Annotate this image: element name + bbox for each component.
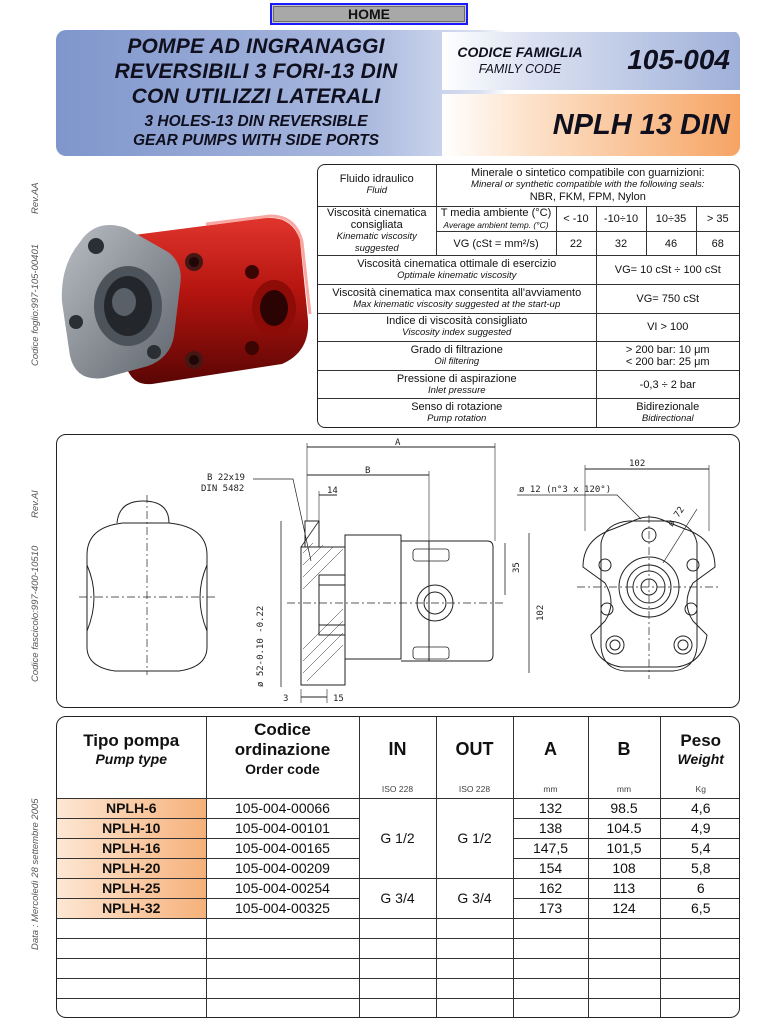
pump-photo bbox=[56, 202, 318, 392]
page-title bbox=[76, 34, 436, 109]
pumps-table bbox=[56, 716, 740, 1018]
home-button[interactable] bbox=[270, 3, 468, 25]
viscosity-label-it-1: Viscosità cinematica bbox=[327, 206, 427, 219]
family-code: 105-004 bbox=[627, 44, 730, 75]
vg-value: 46 bbox=[646, 232, 696, 256]
pump-type: NPLH-10 bbox=[57, 818, 206, 838]
inlet-pressure-value: -0,3 ÷ 2 bar bbox=[596, 371, 739, 399]
weight-value: 5,8 bbox=[660, 858, 740, 878]
dim-a-value: 173 bbox=[513, 898, 588, 918]
header-weight-en: Weight bbox=[677, 750, 724, 767]
col-header-in: IN bbox=[359, 717, 436, 781]
date-text: Data : Mercoledì 28 settembre 2005 bbox=[30, 798, 41, 950]
title-line-2: REVERSIBILI 3 FORI-13 DIN bbox=[114, 60, 398, 83]
header-code-en: Order code bbox=[245, 761, 320, 777]
home-button-label: HOME bbox=[273, 6, 465, 22]
dim-b-value: 104.5 bbox=[588, 818, 660, 838]
spline-din-label: DIN 5482 bbox=[201, 484, 245, 494]
dim-b-label: B bbox=[365, 466, 371, 476]
hole-note-label: ø 12 (n°3 x 120°) bbox=[519, 485, 612, 495]
optimal-viscosity-value: VG= 10 cSt ÷ 100 cSt bbox=[596, 256, 739, 285]
weight-value: 6 bbox=[660, 878, 740, 898]
col-header-code bbox=[206, 717, 359, 781]
temp-range: < -10 bbox=[556, 206, 596, 231]
vg-value: 32 bbox=[596, 232, 646, 256]
inlet-pressure-en: Inlet pressure bbox=[427, 384, 486, 396]
rotation-it: Senso di rotazione bbox=[411, 401, 503, 414]
max-viscosity-value: VG= 750 cSt bbox=[596, 285, 739, 313]
temp-range: 10÷35 bbox=[646, 206, 696, 231]
unit-a: mm bbox=[513, 781, 588, 798]
viscosity-label-en-1: Kinematic viscosity bbox=[336, 230, 417, 242]
header-type-it: Tipo pompa bbox=[83, 730, 180, 750]
vg-label: VG (cSt = mm²/s) bbox=[436, 232, 556, 256]
sheet-code: Codice foglio:997-105-00401 bbox=[30, 243, 41, 366]
revision-top: Rev.AA bbox=[30, 182, 41, 214]
spec-table bbox=[317, 164, 740, 428]
viscosity-index-it: Indice di viscosità consigliato bbox=[386, 315, 528, 328]
weight-value: 4,9 bbox=[660, 818, 740, 838]
dim-a-label: A bbox=[395, 438, 401, 448]
spline-label: B 22x19 bbox=[207, 473, 245, 483]
fluid-label bbox=[318, 165, 436, 206]
viscosity-index-en: Viscosity index suggested bbox=[402, 327, 512, 339]
max-viscosity-label bbox=[318, 285, 596, 313]
empty-row bbox=[57, 978, 740, 998]
weight-value: 6,5 bbox=[660, 898, 740, 918]
temp-label-it: T media ambiente (°C) bbox=[440, 206, 552, 219]
dim-102-side-label: 102 bbox=[536, 604, 546, 621]
temp-range: -10÷10 bbox=[596, 206, 646, 231]
rotation-en: Pump rotation bbox=[427, 413, 487, 425]
revision-mid: Rev.AI bbox=[30, 490, 41, 518]
temp-range: > 35 bbox=[696, 206, 739, 231]
viscosity-index-label bbox=[318, 313, 596, 341]
col-header-out: OUT bbox=[436, 717, 513, 781]
dim-35-label: 35 bbox=[512, 562, 522, 573]
vg-value: 22 bbox=[556, 232, 596, 256]
dim-b-value: 98.5 bbox=[588, 798, 660, 818]
header-code-it-2: ordinazione bbox=[234, 740, 331, 759]
fluid-value bbox=[436, 165, 739, 206]
family-label: CODICE FAMIGLIA bbox=[457, 44, 583, 60]
fluid-value-en: Mineral or synthetic compatible with the following seals: bbox=[471, 179, 705, 191]
col-header-weight bbox=[660, 717, 740, 781]
max-viscosity-it: Viscosità cinematica max consentita all'avviamento bbox=[332, 286, 582, 299]
order-code: 105-004-00101 bbox=[206, 818, 359, 838]
max-viscosity-en: Max kinematic viscosity suggested at the start-up bbox=[353, 298, 561, 310]
unit-in: ISO 228 bbox=[359, 781, 436, 798]
pilot-diameter-label: ø 52-0.10 -0.22 bbox=[256, 605, 266, 687]
filtering-value-1: > 200 bar: 10 μm bbox=[625, 343, 710, 356]
temp-label bbox=[436, 206, 556, 231]
family-label-en: FAMILY CODE bbox=[478, 62, 562, 76]
rotation-value-it: Bidirezionale bbox=[636, 401, 700, 414]
pump-type: NPLH-20 bbox=[57, 858, 206, 878]
optimal-viscosity-label bbox=[318, 256, 596, 285]
order-code: 105-004-00254 bbox=[206, 878, 359, 898]
temp-label-en: Average ambient temp. (°C) bbox=[443, 219, 549, 230]
dim-a-value: 132 bbox=[513, 798, 588, 818]
unit-b: mm bbox=[588, 781, 660, 798]
filtering-value-2: < 200 bar: 25 μm bbox=[625, 355, 710, 368]
empty-row bbox=[57, 998, 740, 1018]
title-line-1: POMPE AD INGRANAGGI bbox=[127, 35, 385, 58]
fluid-value-it: Minerale o sintetico compatibile con guarnizioni: bbox=[470, 167, 705, 180]
rotation-label bbox=[318, 399, 596, 427]
empty-row bbox=[57, 918, 740, 938]
header-code-it-1: Codice bbox=[254, 720, 311, 739]
header-weight-it: Peso bbox=[680, 730, 722, 750]
in-port: G 3/4 bbox=[359, 878, 436, 918]
fluid-value-seals: NBR, FKM, FPM, Nylon bbox=[529, 191, 646, 204]
technical-drawing bbox=[56, 434, 740, 708]
header-type-en: Pump type bbox=[95, 750, 168, 767]
optimal-viscosity-en: Optimale kinematic viscosity bbox=[397, 270, 517, 282]
inlet-pressure-it: Pressione di aspirazione bbox=[396, 372, 517, 385]
viscosity-label-it-2: consigliata bbox=[350, 218, 403, 231]
dim-a-value: 154 bbox=[513, 858, 588, 878]
out-port: G 1/2 bbox=[436, 798, 513, 878]
empty-row bbox=[57, 938, 740, 958]
family-code-box bbox=[442, 32, 740, 90]
fluid-label-en: Fluid bbox=[366, 185, 388, 197]
dim-15-label: 15 bbox=[333, 694, 344, 704]
dim-b-value: 124 bbox=[588, 898, 660, 918]
title-line-3: CON UTILIZZI LATERALI bbox=[131, 85, 381, 108]
pump-type: NPLH-16 bbox=[57, 838, 206, 858]
pump-type: NPLH-25 bbox=[57, 878, 206, 898]
file-code: Codice fascicolo:997-400-10510 bbox=[30, 545, 41, 682]
order-code: 105-004-00209 bbox=[206, 858, 359, 878]
viscosity-index-value: VI > 100 bbox=[596, 313, 739, 341]
page-subtitle bbox=[86, 112, 426, 150]
table-row bbox=[57, 878, 740, 898]
subtitle-line-1: 3 HOLES-13 DIN REVERSIBLE bbox=[144, 113, 368, 130]
filtering-it: Grado di filtrazione bbox=[410, 343, 503, 356]
unit-cell bbox=[206, 781, 359, 798]
unit-cell bbox=[57, 781, 206, 798]
rotation-value bbox=[596, 399, 739, 427]
col-header-type bbox=[57, 717, 206, 781]
dim-a-value: 138 bbox=[513, 818, 588, 838]
order-code: 105-004-00165 bbox=[206, 838, 359, 858]
dim-14-label: 14 bbox=[327, 486, 338, 496]
subtitle-line-2: GEAR PUMPS WITH SIDE PORTS bbox=[132, 132, 380, 149]
optimal-viscosity-it: Viscosità cinematica ottimale di esercizio bbox=[357, 258, 557, 271]
dim-b-value: 108 bbox=[588, 858, 660, 878]
in-port: G 1/2 bbox=[359, 798, 436, 878]
empty-row bbox=[57, 958, 740, 978]
drawing-svg bbox=[57, 435, 740, 708]
viscosity-label bbox=[318, 206, 436, 255]
rotation-value-en: Bidirectional bbox=[641, 413, 694, 425]
header-banner bbox=[56, 30, 740, 156]
dim-a-value: 147,5 bbox=[513, 838, 588, 858]
dim-3-label: 3 bbox=[283, 694, 289, 704]
unit-weight: Kg bbox=[660, 781, 740, 798]
model-name: NPLH 13 DIN bbox=[552, 109, 730, 141]
pump-type: NPLH-32 bbox=[57, 898, 206, 918]
filtering-label bbox=[318, 341, 596, 370]
model-box bbox=[442, 94, 740, 156]
dim-a-value: 162 bbox=[513, 878, 588, 898]
filtering-en: Oil filtering bbox=[434, 355, 480, 367]
inlet-pressure-label bbox=[318, 371, 596, 399]
dim-72-label: ø 72 bbox=[666, 505, 687, 529]
pump-type: NPLH-6 bbox=[57, 798, 206, 818]
filtering-value bbox=[596, 341, 739, 370]
col-header-a: A bbox=[513, 717, 588, 781]
fluid-label-it: Fluido idraulico bbox=[339, 173, 414, 186]
dim-102-top-label: 102 bbox=[629, 459, 646, 469]
unit-out: ISO 228 bbox=[436, 781, 513, 798]
table-row bbox=[57, 798, 740, 818]
out-port: G 3/4 bbox=[436, 878, 513, 918]
dim-b-value: 101,5 bbox=[588, 838, 660, 858]
viscosity-label-en-2: suggested bbox=[354, 242, 399, 254]
vg-value: 68 bbox=[696, 232, 739, 256]
dim-b-value: 113 bbox=[588, 878, 660, 898]
weight-value: 5,4 bbox=[660, 838, 740, 858]
order-code: 105-004-00066 bbox=[206, 798, 359, 818]
order-code: 105-004-00325 bbox=[206, 898, 359, 918]
col-header-b: B bbox=[588, 717, 660, 781]
weight-value: 4,6 bbox=[660, 798, 740, 818]
